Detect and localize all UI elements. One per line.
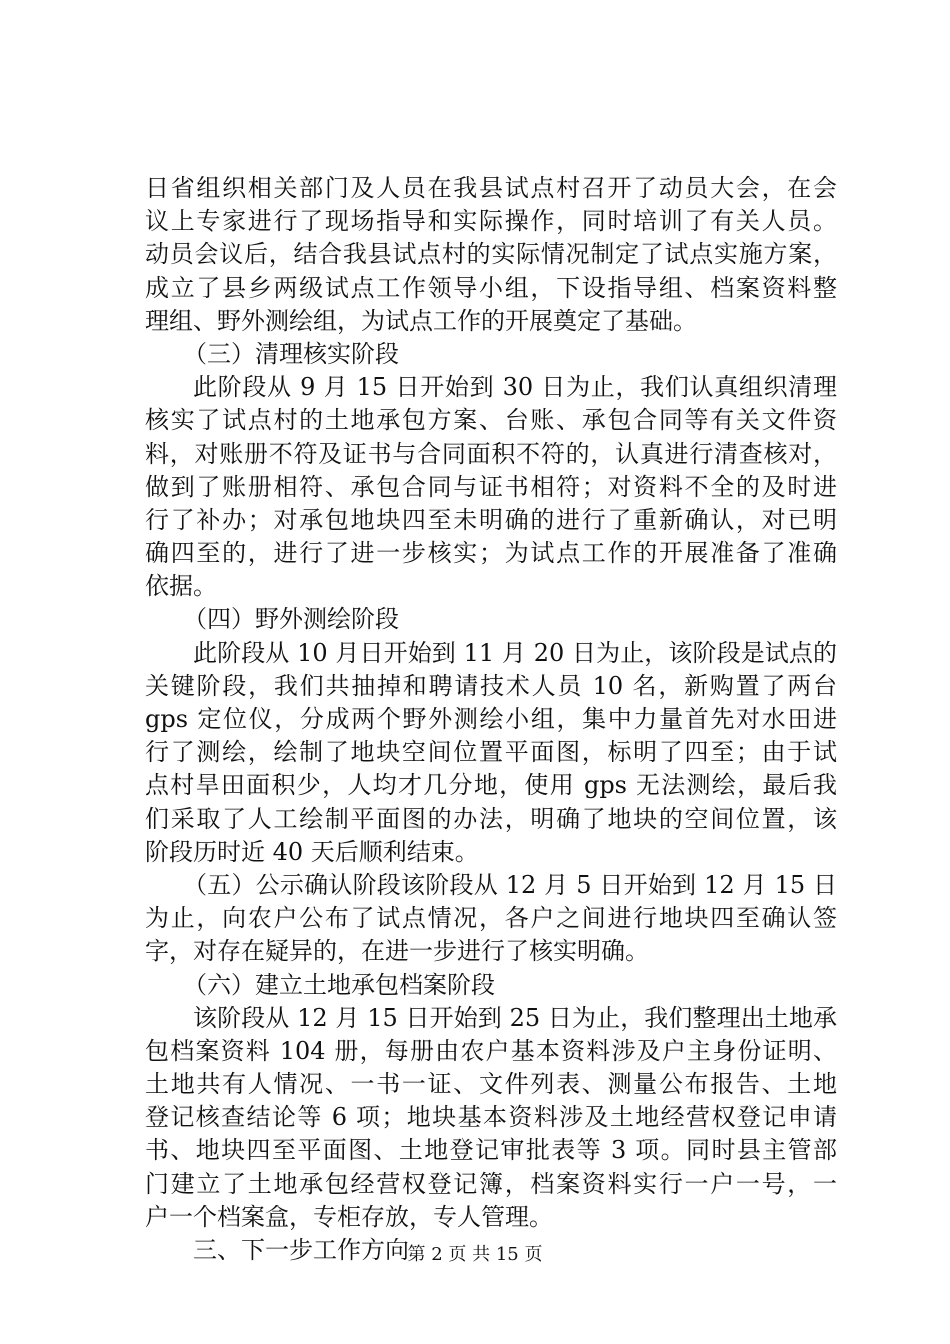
- document-body: [145, 172, 837, 1267]
- text-line: gps 定位仪，分成两个野外测绘小组，集中力量首先对水田进: [145, 705, 837, 733]
- text-line: 成立了县乡两级试点工作领导小组，下设指导组、档案资料整: [145, 273, 837, 302]
- text-line: 该阶段从 12 月 15 日开始到 25 日为止，我们整理出土地承: [193, 1003, 837, 1032]
- text-line: 登记核查结论等 6 项；地块基本资料涉及土地经营权登记申请: [145, 1103, 837, 1132]
- text-line: 字，对存在疑异的，在进一步进行了核实明确。: [145, 937, 649, 966]
- text-line: 此阶段从 9 月 15 日开始到 30 日为止，我们认真组织清理: [193, 373, 837, 402]
- text-line: 依据。: [145, 572, 217, 601]
- text-line: 书、地块四至平面图、土地登记审批表等 3 项。同时县主管部: [145, 1136, 837, 1165]
- text-line: （五）公示确认阶段该阶段从 12 月 5 日开始到 12 月 15 日: [183, 870, 837, 899]
- text-line: （四）野外测绘阶段: [183, 605, 399, 634]
- text-line: 三、下一步工作方向: [193, 1236, 409, 1264]
- text-line: 理组、野外测绘组，为试点工作的开展奠定了基础。: [145, 306, 697, 335]
- text-line: 行了补办；对承包地块四至未明确的进行了重新确认，对已明: [145, 505, 837, 534]
- text-line: 关键阶段，我们共抽掉和聘请技术人员 10 名，新购置了两台: [145, 671, 837, 700]
- text-line: 议上专家进行了现场指导和实际操作，同时培训了有关人员。: [145, 207, 837, 236]
- text-line: （三）清理核实阶段: [183, 339, 399, 368]
- text-line: （六）建立土地承包档案阶段: [183, 970, 495, 999]
- text-line: 动员会议后，结合我县试点村的实际情况制定了试点实施方案，: [145, 240, 837, 269]
- text-line: 料，对账册不符及证书与合同面积不符的，认真进行清查核对，: [145, 439, 837, 468]
- text-line: 户一个档案盒，专柜存放，专人管理。: [145, 1202, 553, 1231]
- text-line: 阶段历时近 40 天后顺利结束。: [145, 837, 479, 866]
- text-line: 日省组织相关部门及人员在我县试点村召开了动员大会，在会: [145, 174, 837, 202]
- text-line: 此阶段从 10 月日开始到 11 月 20 日为止，该阶段是试点的: [193, 638, 837, 667]
- text-line: 核实了试点村的土地承包方案、台账、承包合同等有关文件资: [145, 406, 837, 435]
- text-line: 行了测绘，绘制了地块空间位置平面图，标明了四至；由于试: [145, 738, 837, 767]
- text-line: 确四至的，进行了进一步核实；为试点工作的开展准备了准确: [145, 539, 837, 568]
- text-line: 门建立了土地承包经营权登记簿，档案资料实行一户一号，一: [145, 1169, 837, 1198]
- page-footer: 第 2 页 共 15 页: [407, 1244, 543, 1265]
- text-line: 土地共有人情况、一书一证、文件列表、测量公布报告、土地: [145, 1070, 837, 1099]
- text-line: 们采取了人工绘制平面图的办法，明确了地块的空间位置，该: [145, 804, 837, 833]
- text-line: 点村旱田面积少，人均才几分地，使用 gps 无法测绘，最后我: [145, 771, 837, 800]
- text-line: 为止，向农户公布了试点情况，各户之间进行地块四至确认签: [145, 904, 837, 933]
- text-line: 做到了账册相符、承包合同与证书相符；对资料不全的及时进: [145, 472, 837, 501]
- text-line: 包档案资料 104 册，每册由农户基本资料涉及户主身份证明、: [145, 1036, 837, 1065]
